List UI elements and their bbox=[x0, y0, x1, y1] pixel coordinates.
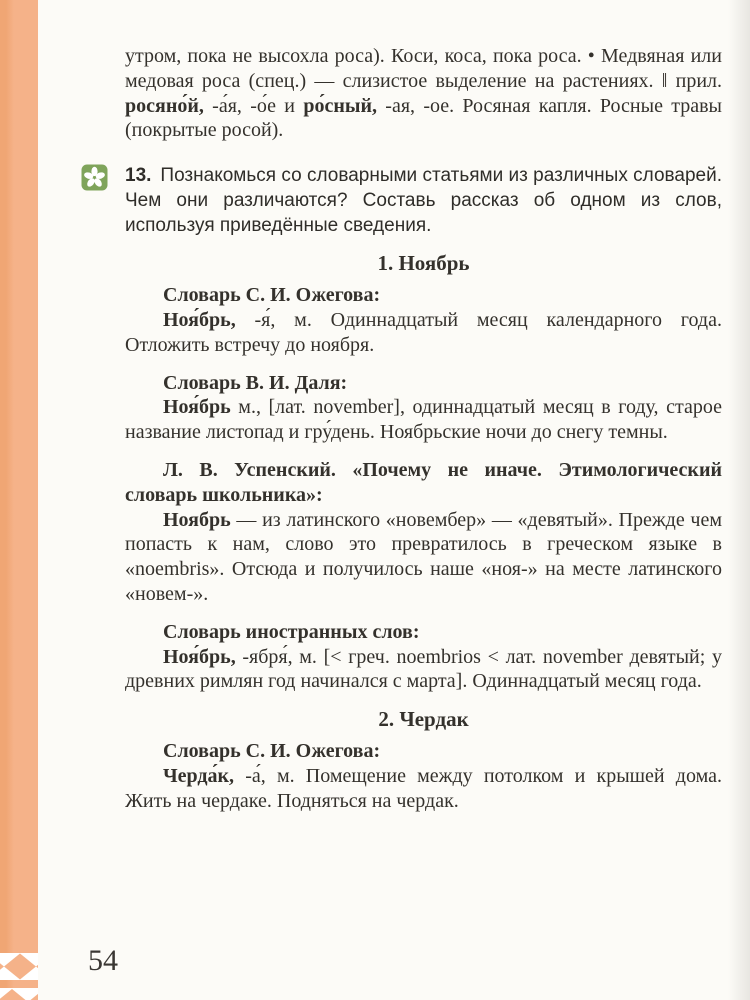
dictionary-definition bbox=[125, 395, 722, 445]
headword: Черда́к, bbox=[163, 764, 235, 787]
exercise-instruction bbox=[125, 163, 722, 238]
exercise-text: Познакомься со словарными статьями из различных словарей. Чем они различаются? Составь рассказ об одном из слов, используя приведённые сведения. bbox=[125, 165, 722, 237]
page-number: 54 bbox=[88, 944, 118, 977]
headword: Ноя́брь bbox=[163, 396, 231, 419]
dictionary-source: Словарь С. И. Ожегова: bbox=[163, 740, 381, 763]
definition-text: -я́, м. Одиннадцатый месяц календарного года. Отложить встречу до ноября. bbox=[125, 308, 722, 356]
definition-text: — из латинского «новембер» — «девятый». Прежде чем попасть к нам, слово это превратилось в греческом языке в «noembris». Отсюда и получилось наше «ноя-» на месте латинского «новем-». bbox=[125, 508, 722, 605]
diamond-ornament-icon bbox=[0, 988, 38, 1000]
section-heading-cherdak: 2. Чердак bbox=[378, 707, 469, 732]
page-content bbox=[125, 44, 722, 814]
dictionary-entry bbox=[125, 739, 722, 813]
definition-text: м., [лат. november], одиннадцатый месяц в году, старое название листопад и гру́день. Ноябрьские ночи до снегу темны. bbox=[125, 396, 722, 444]
dictionary-definition bbox=[125, 645, 722, 695]
dictionary-entry bbox=[125, 620, 722, 694]
left-margin-strip bbox=[0, 0, 38, 1000]
dictionary-definition bbox=[125, 508, 722, 607]
dictionary-definition bbox=[125, 764, 722, 814]
definition-text: утром, пока не высохла роса). Коси, коса, пока роса. • Медвяная или медовая роса (спец.) — слизистое выделение на растениях. ‖ прил. bbox=[125, 45, 722, 92]
headword: ро́сный, bbox=[303, 94, 377, 117]
headword: Ноя́брь, bbox=[163, 645, 236, 668]
definition-text: -а́я, -о́е и bbox=[203, 94, 304, 117]
section-heading-november: 1. Ноябрь bbox=[377, 251, 470, 276]
dictionary-source: Словарь иностранных слов: bbox=[163, 620, 420, 643]
dictionary-entry bbox=[125, 283, 722, 357]
dictionary-entry bbox=[125, 458, 722, 607]
exercise-number: 13. bbox=[125, 165, 152, 187]
dictionary-source: Л. В. Успенский. «Почему не иначе. Этимологический словарь школьника»: bbox=[125, 458, 722, 506]
dictionary-source: Словарь В. И. Даля: bbox=[163, 371, 348, 394]
dictionary-definition bbox=[125, 308, 722, 358]
headword: Ноябрь bbox=[163, 508, 231, 531]
dictionary-entry bbox=[125, 371, 722, 445]
headword: Ноя́брь, bbox=[163, 308, 236, 331]
dictionary-entry-rosa-continuation bbox=[125, 44, 722, 143]
exercise-13 bbox=[125, 163, 722, 238]
definition-text: -ая, -ое. Росяная капля. Росные травы (покрытые росой). bbox=[125, 94, 722, 142]
definition-text: -ября́, м. [< греч. noembrios < лат. november девятый; у древних римлян год начинался с марта]. Одиннадцатый месяц года. bbox=[125, 645, 722, 693]
five-petal-flower-icon bbox=[81, 164, 108, 191]
dictionary-source: Словарь С. И. Ожегова: bbox=[163, 284, 381, 307]
diamond-ornament-icon bbox=[0, 953, 38, 980]
definition-text: -а́, м. Помещение между потолком и крышей дома. Жить на чердаке. Подняться на чердак. bbox=[125, 764, 722, 812]
headword: росяно́й, bbox=[125, 94, 204, 117]
